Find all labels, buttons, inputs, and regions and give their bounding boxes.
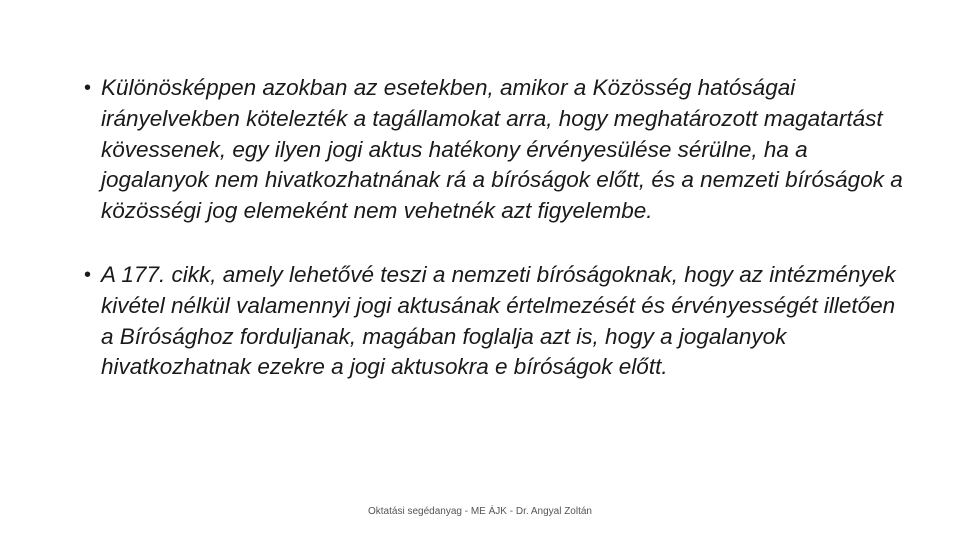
bullet-marker: •	[84, 77, 92, 99]
bullet-marker: •	[84, 263, 92, 286]
bullet-item	[80, 73, 910, 227]
bullet-list	[80, 73, 910, 383]
bullet-text: A 177. cikk, amely lehetővé teszi a nemzeti bíróságoknak, hogy az intézmények kivétel nélkül valamennyi jogi aktusának értelmezését és érvényességét illetően a Bírósághoz forduljanak, magában foglalja azt is, hogy a jogalanyok hivatkozhatnak ezekre a jogi aktusokra e bíróságok előtt.	[101, 261, 896, 380]
bullet-text: Különösképpen azokban az esetekben, amikor a Közösség hatóságai irányelvekben kötelezték a tagállamokat arra, hogy meghatározott magatartást kövessenek, egy ilyen jogi aktus hatékony érvényesülése sérülne, ha a jogalanyok nem hivatkozhatnának rá a bíróságok előtt, és a nemzeti bíróságok a közösségi jog elemeként nem vehetnék azt figyelembe.	[101, 75, 903, 224]
slide-footer: Oktatási segédanyag - ME ÁJK - Dr. Angyal Zoltán	[368, 506, 592, 517]
bullet-item	[80, 260, 910, 383]
